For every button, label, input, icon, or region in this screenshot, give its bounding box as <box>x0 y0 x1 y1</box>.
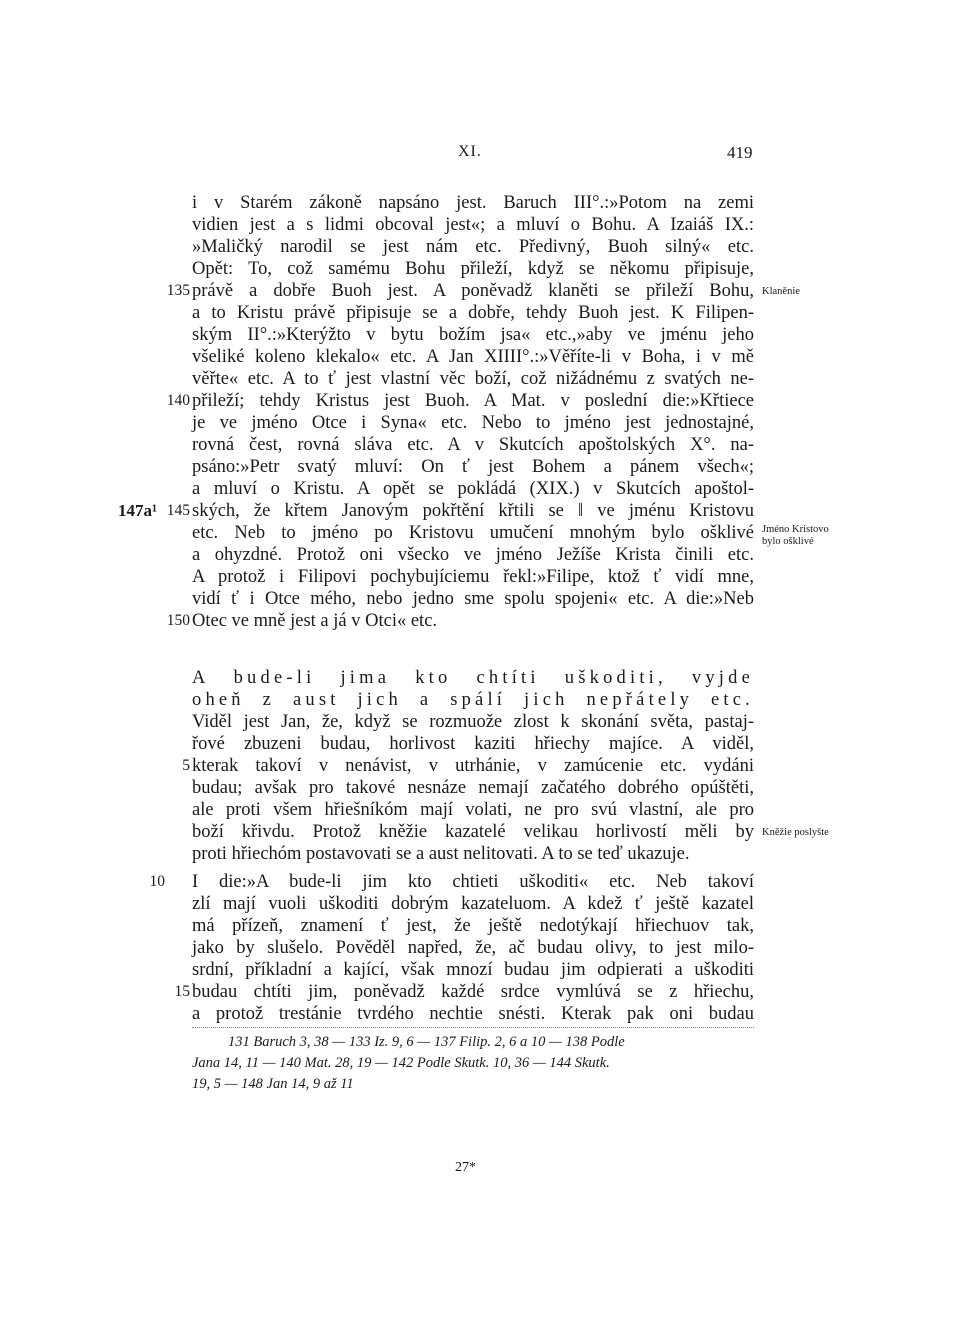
text-line: je ve jméno Otce i Syna« etc. Nebo to jméno jest jednostajné, <box>192 413 754 433</box>
text-line: »Maličký narodil se jest nám etc. Předivný, Buoh silný« etc. <box>192 237 754 257</box>
text-line: A protož i Filipovi pochybujíciemu řekl:»Filipe, ktož ť vidí mne, <box>192 567 754 587</box>
text-line: budau chtíti jim, poněvadž každé srdce vymlúvá se z hřiechu, <box>192 982 754 1002</box>
text-line: budau; avšak pro takové nesnáze nemají začatého dobrého opúštěti, <box>192 778 754 798</box>
text-line: psáno:»Petr svatý mluví: On ť jest Bohem a pánem všech«; <box>192 457 754 477</box>
line-number: 140 <box>166 392 190 409</box>
text-line: oheň z aust jich a spálí jich nepřátely etc. <box>192 690 754 710</box>
footnote-line: Jana 14, 11 — 140 Mat. 28, 19 — 142 Podle Skutk. 10, 36 — 144 Skutk. <box>192 1055 610 1071</box>
text-line: věřte« etc. A to ť jest vlastní věc boží, což nižádnému z svatých ne- <box>192 369 754 389</box>
text-line: a mluví o Kristu. A opět se pokládá (XIX.) v Skutcích apoštol- <box>192 479 754 499</box>
text-line: a to Kristu právě připisuje se a dobře, tehdy Buoh jest. K Filipen- <box>192 303 754 323</box>
footnote-line: 19, 5 — 148 Jan 14, 9 až 11 <box>192 1076 354 1092</box>
text-line: vidí ť i Otce mého, nebo jedno sme spolu spojeni« etc. A die:»Neb <box>192 589 754 609</box>
text-line: A bude-li jima kto chtíti uškoditi, vyjde <box>192 668 754 688</box>
line-number: 5 <box>182 757 190 774</box>
text-line: boží křivdu. Protož kněžie kazatelé velikau horlivostí měli by <box>192 822 754 842</box>
text-line: i v Starém zákoně napsáno jest. Baruch III°.:»Potom na zemi <box>192 193 754 213</box>
text-line: řové zbuzeni budau, horlivost kaziti hřiechy majíce. A viděl, <box>192 734 754 754</box>
text-line: Viděl jest Jan, že, když se rozmuože zlost k skonání světa, pastaj- <box>192 712 754 732</box>
text-line: Opět: To, což samému Bohu přileží, když se někomu připisuje, <box>192 259 754 279</box>
text-line: a ohyzdné. Protož oni všecko ve jméno Ježíše Krista činili etc. <box>192 545 754 565</box>
text-line: I die:»A bude-li jim kto chtieti uškoditi« etc. Neb takoví <box>192 872 754 892</box>
margin-note: Klaněnie <box>762 286 800 297</box>
text-line: všeliké koleno klekalo« etc. A Jan XIIII°.:»Věříte-li v Boha, i v mě <box>192 347 754 367</box>
text-line: proti hřiechóm postavovati se a aust nelitovati. A to se teď ukazuje. <box>192 844 690 864</box>
text-line: ských, že křtem Janovým pokřtění křtili se ‖ ve jménu Kristovu <box>192 501 754 521</box>
section-heading: XI. <box>458 143 482 160</box>
text-line: zlí mají vuoli uškoditi dobrým kazateluom. A kdež ť ještě kazatel <box>192 894 754 914</box>
page-number: 419 <box>727 143 753 162</box>
text-line: jako by slušelo. Pověděl napřed, že, ač budau olivy, to jest milo- <box>192 938 754 958</box>
folio-marker: 147a¹ <box>118 501 158 520</box>
footnote-line: 131 Baruch 3, 38 — 133 Iz. 9, 6 — 137 Filip. 2, 6 a 10 — 138 Podle <box>228 1034 625 1050</box>
signature-mark: 27* <box>455 1160 476 1175</box>
text-line: vidien jest a s lidmi obcoval jest«; a mluví o Bohu. A Izaiáš IX.: <box>192 215 754 235</box>
margin-note: Kněžie poslyšte <box>762 827 829 838</box>
page-header <box>0 143 960 167</box>
line-number: 145 <box>166 502 190 519</box>
margin-note: Jméno Kristovo <box>762 524 829 535</box>
text-line: etc. Neb to jméno po Kristovu umučení mnohým bylo ošklivé <box>192 523 754 543</box>
footnote-separator <box>192 1027 754 1028</box>
text-line: právě a dobře Buoh jest. A poněvadž klaněti se přileží Bohu, <box>192 281 754 301</box>
text-line: srdní, příkladní a kající, však mnozí budau jim odpierati a uškoditi <box>192 960 754 980</box>
text-line: má přízeň, znamení ť jest, že ještě nedotýkají hřiechuov tak, <box>192 916 754 936</box>
text-line: Otec ve mně jest a já v Otci« etc. <box>192 611 438 631</box>
text-line: kterak takoví v nenávist, v utrhánie, v zamúcenie etc. vydáni <box>192 756 754 776</box>
text-line: rovná čest, rovná sláva etc. A v Skutcích apoštolských X°. na- <box>192 435 754 455</box>
line-number: 10 <box>149 873 165 890</box>
text-line: přileží; tehdy Kristus jest Buoh. A Mat. v poslední die:»Křtiece <box>192 391 754 411</box>
line-number: 135 <box>166 282 190 299</box>
line-number: 15 <box>174 983 190 1000</box>
line-number: 150 <box>166 612 190 629</box>
text-line: ale proti všem hřiešníkóm mají volati, ne pro svú vlastní, ale pro <box>192 800 754 820</box>
margin-note: bylo ošklivé <box>762 536 814 547</box>
text-line: a protož trestánie tvrdého nechtie snésti. Kterak pak oni budau <box>192 1004 754 1024</box>
text-line: ským II°.:»Kterýžto v bytu božím jsa« etc.,»aby ve jménu jeho <box>192 325 754 345</box>
